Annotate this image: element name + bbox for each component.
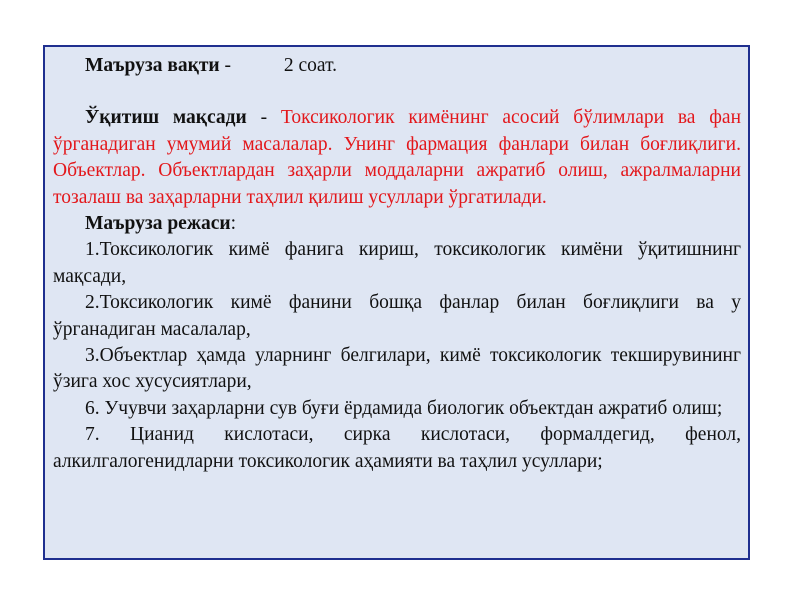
plan-item-3: 3.Объектлар ҳамда уларнинг белгилари, кимё токсикологик текширувининг ўзига хос хусусиятлари, [53, 345, 741, 393]
teaching-goal-text: Токсикологик кимёнинг асосий бўлимлари ва фан ўрганадиган умумий масалалар. Унинг фармация фанлари билан боғлиқлиги. Объектлар. Объектлардан заҳарли моддаларни ажратиб олиш, ажралмаларни тозалаш ва заҳарларни таҳлил қилиш усуллари ўргатилади. [53, 107, 742, 208]
teaching-goal-separator: - [246, 107, 281, 129]
lecture-duration-line [53, 53, 741, 79]
lecture-plan-colon: : [230, 213, 237, 235]
lecture-plan-label: Маъруза режаси [85, 213, 231, 235]
lecture-duration-label: Маъруза вақти [85, 55, 220, 76]
lecture-duration-separator: - [219, 55, 236, 76]
plan-item-1: 1.Токсикологик кимё фанига кириш, токсикологик кимёни ўқитишнинг мақсади, [53, 239, 741, 287]
plan-item-6: 6. Учувчи заҳарларни сув буғи ёрдамида биологик объектдан ажратиб олиш; [85, 397, 723, 419]
lecture-duration-value: 2 соат. [283, 55, 338, 76]
blank-line [53, 79, 741, 105]
lecture-plan-heading [53, 211, 741, 237]
plan-item-7: 7. Цианид кислотаси, сирка кислотаси, формалдегид, фенол, алкилгалогенидларни токсикологик аҳамияти ва таҳлил усуллари; [53, 424, 741, 472]
plan-item-2: 2.Токсикологик кимё фанини бошқа фанлар билан боғлиқлиги ва у ўрганадиган масалалар, [53, 292, 741, 340]
teaching-goal-label: Ўқитиш мақсади [85, 107, 247, 129]
lecture-info-panel [43, 45, 750, 560]
teaching-goal-paragraph [53, 105, 741, 211]
